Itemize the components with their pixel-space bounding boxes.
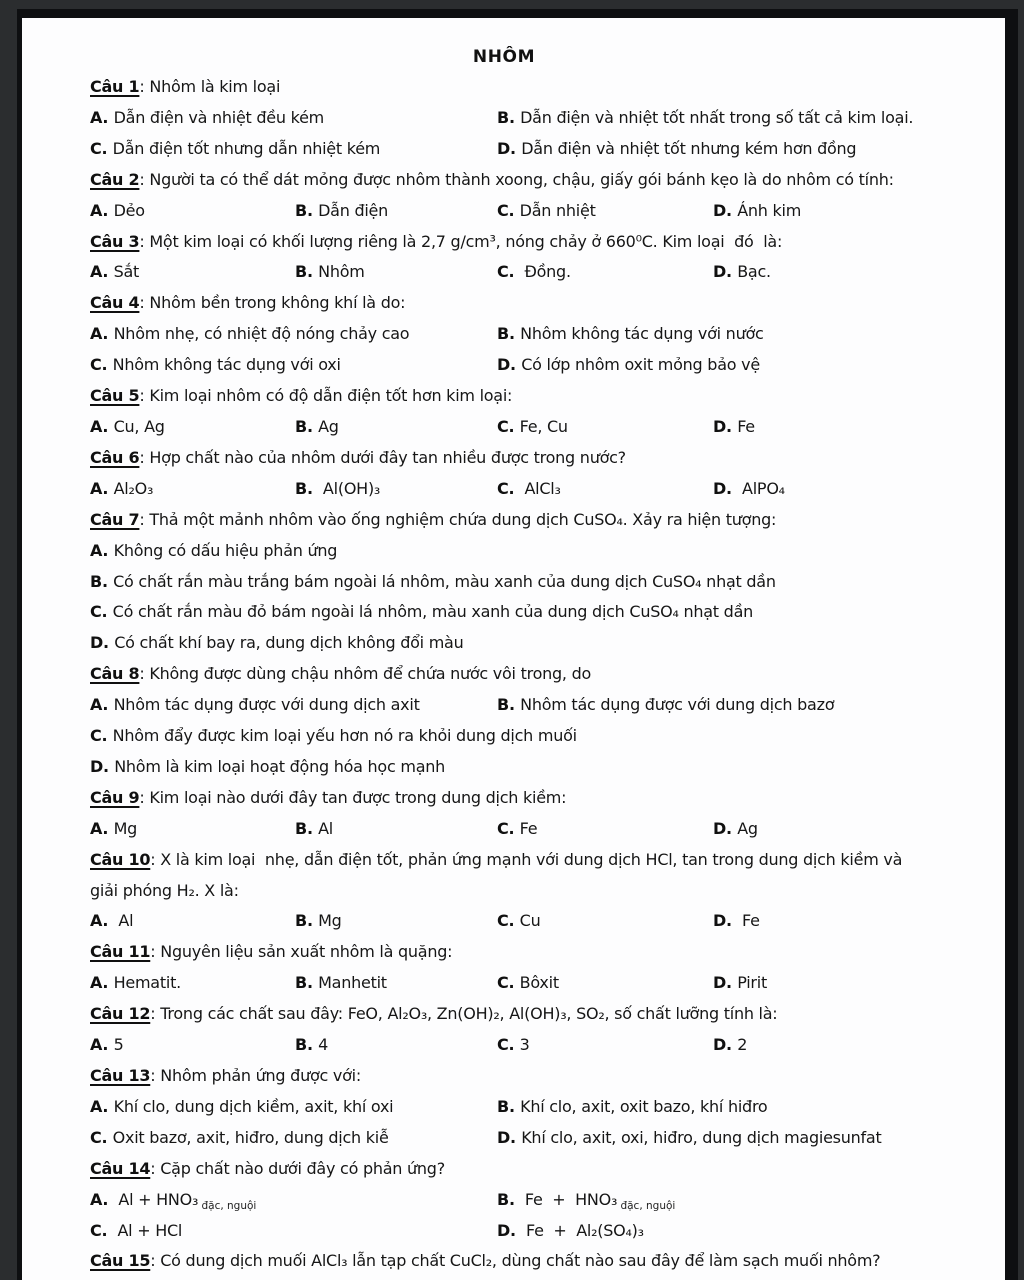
option	[295, 474, 380, 505]
option-text: Ag	[318, 416, 339, 436]
option-text: Không có dấu hiệu phản ứng	[113, 540, 338, 560]
option-text: Dẫn điện tốt nhưng dẫn nhiệt kém	[112, 138, 381, 158]
question-stem-line	[90, 1154, 918, 1185]
option-label: B.	[497, 107, 521, 127]
option-label: A.	[90, 324, 114, 344]
options-row	[90, 1092, 918, 1123]
option	[90, 196, 145, 227]
option-label: A.	[90, 973, 114, 993]
option-text: Có chất rắn màu trắng bám ngoài lá nhôm, màu xanh của dung dịch CuSO₄ nhạt dần	[113, 571, 776, 591]
option-label: D.	[90, 756, 115, 776]
option	[713, 412, 755, 443]
options-row	[90, 814, 918, 845]
option	[713, 814, 758, 845]
options-row	[90, 474, 918, 505]
options-row	[90, 257, 918, 288]
option	[90, 968, 181, 999]
options-row	[90, 690, 918, 721]
option-label: C.	[497, 1035, 520, 1055]
option-text: Dẫn nhiệt	[519, 200, 596, 220]
option-label: A.	[90, 1035, 114, 1055]
option-note: đặc, nguội	[198, 1199, 257, 1212]
option	[90, 134, 380, 165]
document-title: NHÔM	[472, 47, 536, 67]
option	[90, 474, 153, 505]
option-text: 4	[318, 1035, 329, 1055]
option-label: D.	[713, 973, 738, 993]
option-text: Sắt	[113, 262, 140, 282]
option	[90, 1123, 389, 1154]
question-label: Câu 6	[90, 447, 140, 467]
option-text: Al + HNO₃	[113, 1189, 199, 1209]
question-label: Câu 7	[90, 509, 140, 529]
option-label: C.	[90, 1127, 113, 1147]
option	[713, 1030, 747, 1061]
question-label: Câu 12	[90, 1004, 151, 1024]
option-text: Ánh kim	[737, 200, 802, 220]
option	[295, 412, 339, 443]
option-label: B.	[497, 1096, 521, 1116]
option	[497, 1216, 644, 1247]
options-row	[90, 536, 918, 567]
options-row	[90, 196, 918, 227]
option	[90, 690, 420, 721]
option-label: D.	[497, 1220, 522, 1240]
option	[90, 1092, 393, 1123]
question-stem: : Một kim loại có khối lượng riêng là 2,7 g/cm³, nóng chảy ở 660⁰C. Kim loại đó là:	[139, 231, 783, 251]
option	[90, 721, 577, 752]
option-label: C.	[497, 200, 520, 220]
option-label: A.	[90, 416, 114, 436]
option-text: 2	[737, 1035, 748, 1055]
option-note: đặc, nguội	[617, 1199, 676, 1212]
option-text: Al + HCl	[112, 1220, 183, 1240]
option-label: A.	[90, 911, 114, 931]
option-text: Al	[113, 911, 134, 931]
question-stem-line	[90, 505, 918, 536]
option-label: B.	[295, 262, 319, 282]
option-label: C.	[497, 911, 520, 931]
option-text: Khí clo, axit, oxi, hiđro, dung dịch magiesunfat	[521, 1127, 882, 1147]
option-text: Pirit	[737, 973, 767, 993]
options-row	[90, 906, 918, 937]
document-content	[22, 42, 1005, 1277]
question-label: Câu 11	[90, 942, 151, 962]
option-text: Bôxit	[519, 973, 559, 993]
option-label: A.	[90, 1096, 114, 1116]
options-row	[90, 968, 918, 999]
question-label: Câu 8	[90, 664, 140, 684]
option	[90, 1185, 256, 1218]
option	[713, 968, 767, 999]
option-label: D.	[713, 478, 738, 498]
question-label: Câu 10	[90, 849, 151, 869]
question-stem: : Nhôm là kim loại	[139, 77, 281, 96]
option-text: Fe + Al₂(SO₄)₃	[521, 1220, 644, 1240]
option-label: C.	[90, 138, 113, 158]
options-row	[90, 1216, 918, 1247]
option-text: Nhôm nhẹ, có nhiệt độ nóng chảy cao	[113, 324, 410, 344]
option-text: Bạc.	[737, 262, 771, 282]
option-label: B.	[90, 571, 114, 591]
question-stem: : Trong các chất sau đây: FeO, Al₂O₃, Zn(OH)₂, Al(OH)₃, SO₂, số chất lưỡng tính là:	[150, 1004, 778, 1024]
option-label: D.	[497, 138, 522, 158]
option-text: Dẫn điện	[318, 200, 389, 220]
option-text: Al₂O₃	[113, 478, 154, 498]
question-label: Câu 5	[90, 386, 140, 406]
option-text: Hematit.	[113, 973, 181, 993]
option-text: Nhôm không tác dụng với nước	[520, 324, 764, 344]
option-label: B.	[497, 1189, 521, 1209]
option	[90, 257, 139, 288]
option-label: B.	[497, 324, 521, 344]
option	[497, 412, 568, 443]
option	[90, 1030, 124, 1061]
option	[90, 814, 137, 845]
option-text: Khí clo, dung dịch kiềm, axit, khí oxi	[113, 1096, 394, 1116]
question-stem-line	[90, 783, 918, 814]
question-stem-line	[90, 876, 918, 907]
option	[295, 814, 333, 845]
question-stem: : Người ta có thể dát mỏng được nhôm thành xoong, chậu, giấy gói bánh kẹo là do nhôm có tính:	[139, 169, 894, 189]
option-text: Đồng.	[519, 262, 571, 282]
options-row	[90, 350, 918, 381]
option	[497, 474, 561, 505]
question-stem-line	[90, 999, 918, 1030]
question-label: Câu 2	[90, 169, 140, 189]
option	[497, 1123, 882, 1154]
option	[497, 690, 834, 721]
option-text: Oxit bazơ, axit, hiđro, dung dịch kiễ	[112, 1127, 389, 1147]
option-text: Fe	[737, 911, 760, 931]
option-text: Có chất khí bay ra, dung dịch không đổi màu	[114, 633, 464, 653]
option	[90, 597, 753, 628]
option-label: A.	[90, 262, 114, 282]
option	[497, 350, 760, 381]
option-label: B.	[295, 973, 319, 993]
option-label: C.	[497, 478, 520, 498]
option	[90, 412, 165, 443]
option	[713, 906, 760, 937]
option	[90, 628, 463, 659]
option-label: D.	[713, 911, 738, 931]
option	[295, 906, 342, 937]
option-label: B.	[295, 911, 319, 931]
question-stem: : Nhôm phản ứng được với:	[150, 1066, 361, 1085]
option	[497, 196, 596, 227]
question-stem: : Có dung dịch muối AlCl₃ lẫn tạp chất CuCl₂, dùng chất nào sau đây để làm sạch muối nhôm?	[150, 1251, 881, 1271]
option	[497, 906, 540, 937]
option-text: Dẫn điện và nhiệt tốt nhưng kém hơn đồng	[521, 138, 857, 158]
question-stem: : Nhôm bền trong không khí là do:	[139, 293, 406, 313]
option	[90, 567, 776, 598]
option-label: A.	[90, 200, 114, 220]
option	[713, 474, 785, 505]
option-label: D.	[497, 355, 522, 375]
question-stem: : Kim loại nào dưới đây tan được trong dung dịch kiềm:	[139, 787, 567, 807]
option-label: A.	[90, 1189, 114, 1209]
question-stem: : Thả một mảnh nhôm vào ống nghiệm chứa dung dịch CuSO₄. Xảy ra hiện tượng:	[139, 509, 777, 529]
option-label: D.	[713, 200, 738, 220]
option	[497, 134, 856, 165]
question-stem: : Hợp chất nào của nhôm dưới đây tan nhiều được trong nước?	[139, 447, 626, 467]
question-stem-line	[90, 165, 918, 196]
options-row	[90, 412, 918, 443]
option-label: C.	[497, 416, 520, 436]
options-row	[90, 1185, 918, 1216]
option	[497, 1185, 675, 1218]
question-label: Câu 1	[90, 77, 140, 96]
option-text: Khí clo, axit, oxit bazo, khí hiđro	[520, 1096, 768, 1116]
option	[497, 257, 571, 288]
question-stem: : Nguyên liệu sản xuất nhôm là quặng:	[150, 942, 453, 962]
option-text: Ag	[737, 818, 758, 838]
question-stem-line	[90, 381, 918, 412]
option-label: C.	[90, 602, 113, 622]
option-text: 5	[113, 1035, 124, 1055]
option-label: A.	[90, 695, 114, 715]
option-label: D.	[90, 633, 115, 653]
option-text: Nhôm không tác dụng với oxi	[112, 355, 341, 375]
option-label: A.	[90, 540, 114, 560]
document-page	[17, 9, 1018, 1280]
options-row	[90, 1123, 918, 1154]
questions	[90, 72, 918, 1277]
option-label: D.	[713, 262, 738, 282]
options-row	[90, 628, 918, 659]
option	[90, 103, 324, 134]
option	[295, 196, 388, 227]
option-label: B.	[497, 695, 521, 715]
option-label: B.	[295, 818, 319, 838]
option	[295, 968, 387, 999]
option	[295, 1030, 328, 1061]
option-text: Nhôm đẩy được kim loại yếu hơn nó ra khỏi dung dịch muối	[112, 726, 577, 746]
question-stem-line	[90, 659, 918, 690]
option-text: Nhôm là kim loại hoạt động hóa học mạnh	[114, 756, 446, 776]
option-label: C.	[90, 355, 113, 375]
option	[90, 906, 133, 937]
option-label: D.	[713, 1035, 738, 1055]
option-label: D.	[713, 818, 738, 838]
question-stem-line	[90, 288, 918, 319]
option-text: Có lớp nhôm oxit mỏng bảo vệ	[521, 355, 760, 375]
option	[497, 814, 537, 845]
option	[295, 257, 365, 288]
question-label: Câu 3	[90, 231, 140, 251]
option-label: A.	[90, 478, 114, 498]
question-stem-line	[90, 1061, 918, 1092]
question-stem-line	[90, 937, 918, 968]
option	[497, 1092, 767, 1123]
option-text: Fe + HNO₃	[520, 1189, 618, 1209]
question-stem: : X là kim loại nhẹ, dẫn điện tốt, phản ứng mạnh với dung dịch HCl, tan trong dung dịch kiềm và	[150, 849, 903, 869]
option-text: Cu, Ag	[113, 416, 165, 436]
question-stem-line	[90, 443, 918, 474]
option-text: Nhôm	[318, 262, 365, 282]
question-label: Câu 13	[90, 1066, 151, 1085]
option	[90, 350, 341, 381]
option-text: Manhetit	[318, 973, 387, 993]
option-text: Mg	[113, 818, 138, 838]
option-text: Al	[318, 818, 333, 838]
options-row	[90, 1030, 918, 1061]
option-label: D.	[497, 1127, 522, 1147]
question-stem: : Kim loại nhôm có độ dẫn điện tốt hơn kim loại:	[139, 386, 513, 406]
option-text: Có chất rắn màu đỏ bám ngoài lá nhôm, màu xanh của dung dịch CuSO₄ nhạt dần	[112, 602, 754, 622]
option-label: C.	[90, 726, 113, 746]
option-label: C.	[497, 818, 520, 838]
option-label: B.	[295, 200, 319, 220]
option-text: Dẫn điện và nhiệt đều kém	[113, 107, 324, 127]
option-text: Fe, Cu	[519, 416, 568, 436]
options-row	[90, 319, 918, 350]
option-label: B.	[295, 416, 319, 436]
option-text: Fe	[737, 416, 755, 436]
option	[713, 196, 801, 227]
question-stem: : Cặp chất nào dưới đây có phản ứng?	[150, 1158, 445, 1178]
option	[497, 319, 764, 350]
option-text: Nhôm tác dụng được với dung dịch axit	[113, 695, 420, 715]
option-label: D.	[713, 416, 738, 436]
option-text: Dẫn điện và nhiệt tốt nhất trong số tất cả kim loại.	[520, 107, 914, 127]
question-stem-line	[90, 227, 918, 258]
option	[90, 536, 337, 567]
option-text: Dẻo	[113, 200, 145, 220]
question-stem-continued: giải phóng H₂. X là:	[90, 880, 239, 900]
option-text: Fe	[519, 818, 538, 838]
option-label: A.	[90, 107, 114, 127]
option	[497, 968, 559, 999]
option-label: B.	[295, 1035, 319, 1055]
options-row	[90, 597, 918, 628]
question-label: Câu 4	[90, 293, 140, 313]
question-stem-line	[90, 845, 918, 876]
option-label: A.	[90, 818, 114, 838]
option	[90, 319, 409, 350]
options-row	[90, 752, 918, 783]
option	[90, 1216, 182, 1247]
option	[713, 257, 771, 288]
option-label: C.	[90, 1220, 113, 1240]
option	[497, 103, 913, 134]
question-label: Câu 15	[90, 1251, 151, 1271]
option-text: Cu	[519, 911, 541, 931]
option-text: Al(OH)₃	[318, 478, 381, 498]
question-stem-line	[90, 1246, 918, 1277]
option-label: B.	[295, 478, 319, 498]
option-text: 3	[519, 1035, 530, 1055]
options-row	[90, 134, 918, 165]
question-stem: : Không được dùng chậu nhôm để chứa nước vôi trong, do	[139, 664, 592, 684]
option-text: AlPO₄	[737, 478, 785, 498]
options-row	[90, 103, 918, 134]
options-row	[90, 567, 918, 598]
option-text: Mg	[318, 911, 342, 931]
question-label: Câu 14	[90, 1158, 151, 1178]
option	[497, 1030, 530, 1061]
option-label: C.	[497, 262, 520, 282]
question-stem-line	[90, 72, 918, 103]
option-text: AlCl₃	[519, 478, 561, 498]
question-label: Câu 9	[90, 787, 140, 807]
option-label: C.	[497, 973, 520, 993]
option	[90, 752, 445, 783]
options-row	[90, 721, 918, 752]
option-text: Nhôm tác dụng được với dung dịch bazơ	[520, 695, 835, 715]
